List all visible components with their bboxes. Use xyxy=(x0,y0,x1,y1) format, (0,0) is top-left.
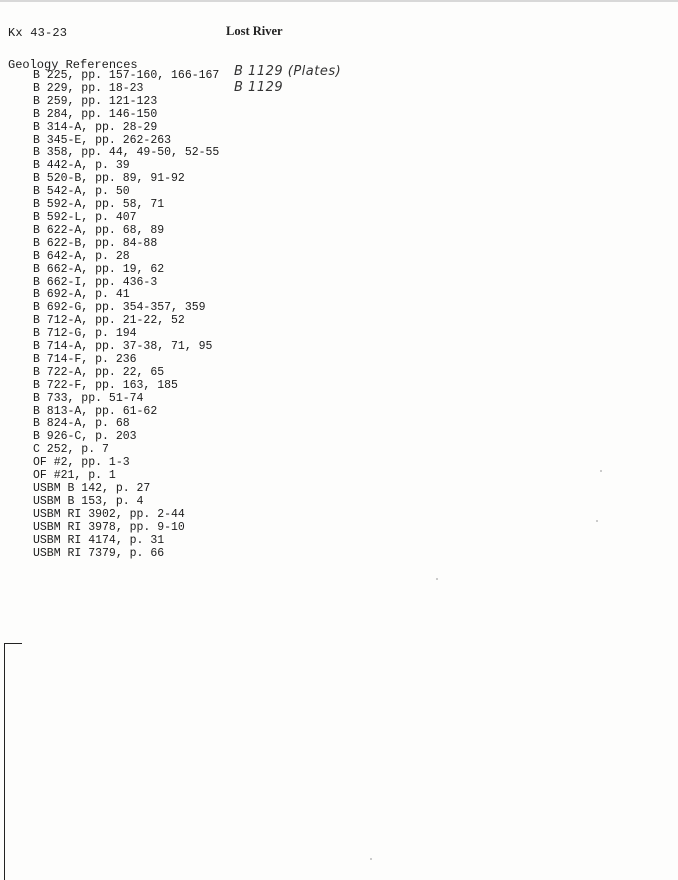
list-item: USBM RI 3978, pp. 9-10 xyxy=(33,520,185,534)
margin-line xyxy=(4,643,5,880)
scan-speck xyxy=(600,470,602,472)
list-item: OF #21, p. 1 xyxy=(33,469,116,483)
list-item: USBM RI 7379, p. 66 xyxy=(33,546,165,560)
list-item: OF #2, pp. 1-3 xyxy=(33,456,130,470)
list-item: B 712-G, p. 194 xyxy=(33,327,137,341)
list-item: B 442-A, p. 39 xyxy=(33,159,130,173)
list-item: B 592-A, pp. 58, 71 xyxy=(33,198,165,212)
list-item: B 358, pp. 44, 49-50, 52-55 xyxy=(33,146,220,160)
reference-list xyxy=(33,70,219,560)
handwritten-note-plates: B 1129 (Plates) xyxy=(234,64,342,79)
list-item: B 259, pp. 121-123 xyxy=(33,94,158,108)
margin-tick xyxy=(4,643,22,644)
list-item: USBM B 142, p. 27 xyxy=(33,482,151,495)
list-item: USBM B 153, p. 4 xyxy=(33,494,144,508)
list-item: B 926-C, p. 203 xyxy=(33,430,137,444)
list-item: B 722-F, pp. 163, 185 xyxy=(33,378,178,392)
list-item: USBM RI 4174, p. 31 xyxy=(33,533,165,547)
scan-speck xyxy=(370,858,372,860)
list-item: USBM RI 3902, pp. 2-44 xyxy=(33,507,185,521)
section-heading: Geology References xyxy=(8,58,138,72)
list-item: B 714-A, pp. 37-38, 71, 95 xyxy=(33,340,213,354)
location-title: Lost River xyxy=(226,24,283,38)
list-item: B 345-E, pp. 262-263 xyxy=(33,133,172,147)
list-item: B 592-L, p. 407 xyxy=(33,210,137,224)
list-item: B 622-B, pp. 84-88 xyxy=(33,236,158,250)
list-item: B 622-A, pp. 68, 89 xyxy=(33,223,165,237)
list-item: B 520-B, pp. 89, 91-92 xyxy=(33,172,185,186)
list-item: B 712-A, pp. 21-22, 52 xyxy=(33,314,185,328)
list-item: B 642-A, p. 28 xyxy=(33,249,130,263)
list-item: B 692-G, pp. 354-357, 359 xyxy=(33,301,206,315)
list-item: B 733, pp. 51-74 xyxy=(33,391,144,405)
list-item: B 692-A, p. 41 xyxy=(33,288,130,302)
list-item: B 314-A, pp. 28-29 xyxy=(33,120,158,134)
scan-speck xyxy=(436,578,438,580)
record-id: Kx 43-23 xyxy=(8,26,68,40)
page-top-edge xyxy=(0,0,678,2)
list-item: B 542-A, p. 50 xyxy=(33,185,130,199)
list-item: B 722-A, pp. 22, 65 xyxy=(33,365,165,379)
list-item: B 813-A, pp. 61-62 xyxy=(33,404,158,418)
scan-speck xyxy=(596,520,598,522)
list-item: B 824-A, p. 68 xyxy=(33,417,130,431)
handwritten-note: B 1129 xyxy=(234,80,284,95)
list-item: B 662-I, pp. 436-3 xyxy=(33,275,158,289)
list-item: B 284, pp. 146-150 xyxy=(33,107,158,121)
list-item: B 662-A, pp. 19, 62 xyxy=(33,262,165,276)
list-item: B 225, pp. 157-160, 166-167 xyxy=(33,69,220,82)
list-item: C 252, p. 7 xyxy=(33,443,109,457)
list-item: B 714-F, p. 236 xyxy=(33,352,137,366)
list-item: B 229, pp. 18-23 xyxy=(33,81,144,95)
